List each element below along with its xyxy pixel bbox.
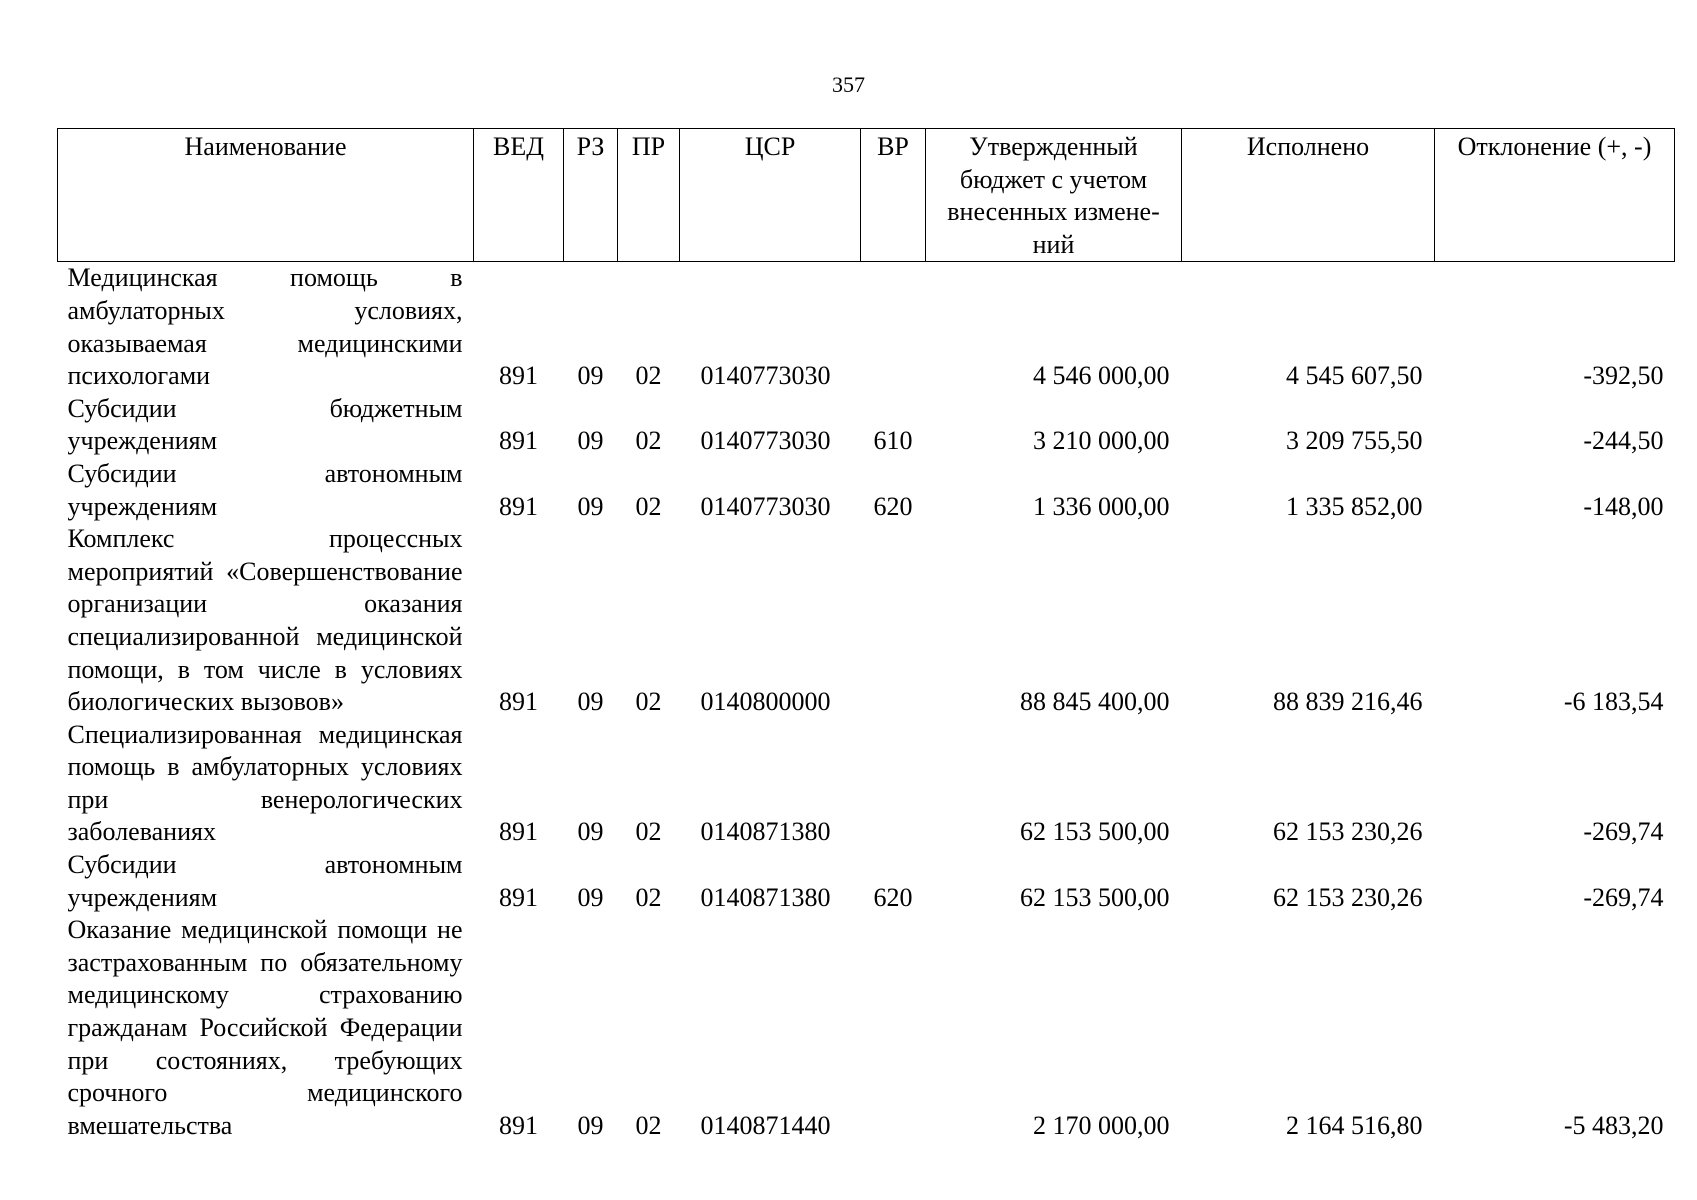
row-vr — [861, 719, 926, 849]
row-pr: 02 — [635, 882, 662, 912]
row-executed: 62 153 230,26 — [1273, 817, 1423, 847]
row-rz: 09 — [577, 1110, 604, 1140]
row-csr: 0140800000 — [700, 687, 831, 717]
row-csr: 0140871440 — [700, 1110, 831, 1140]
row-rz: 09 — [577, 361, 604, 391]
row-pr: 02 — [635, 491, 662, 521]
budget-table — [57, 128, 1675, 1142]
page-number: 357 — [832, 72, 865, 97]
row-approved: 88 845 400,00 — [1020, 687, 1170, 717]
table-row — [58, 262, 1675, 393]
row-ved: 891 — [499, 687, 538, 717]
row-csr: 0140871380 — [700, 882, 831, 912]
row-executed: 4 545 607,50 — [1286, 361, 1423, 391]
row-name: Субсидии автономным учреждениям — [67, 458, 463, 521]
row-deviation: -269,74 — [1583, 882, 1664, 912]
row-name: Комплекс процессных мероприятий «Совершенствование организации оказания специализированной медицинской помощи, в том числе в условиях биологических вызовов» — [67, 524, 463, 717]
row-csr: 0140871380 — [700, 817, 831, 847]
table-row — [58, 849, 1675, 914]
row-name: Субсидии бюджетным учреждениям — [67, 393, 463, 456]
row-approved: 1 336 000,00 — [1033, 491, 1170, 521]
row-deviation: -5 483,20 — [1563, 1110, 1664, 1140]
row-executed: 88 839 216,46 — [1273, 687, 1423, 717]
row-name: Оказание медицинской помощи не застрахованным по обязательному медицинскому страхованию гражданам Российской Федерации при состояниях, требующих срочного медицинского вмешательства — [67, 915, 463, 1140]
row-pr: 02 — [635, 1110, 662, 1140]
row-executed: 3 209 755,50 — [1286, 426, 1423, 456]
row-ved: 891 — [499, 817, 538, 847]
table-row — [58, 719, 1675, 849]
row-rz: 09 — [577, 817, 604, 847]
header-approved: Утвержденный бюджет с учетом внесенных измене-ний — [926, 129, 1182, 262]
table-row — [58, 523, 1675, 719]
row-vr — [861, 914, 926, 1142]
row-vr — [861, 523, 926, 719]
row-rz: 09 — [577, 687, 604, 717]
row-pr: 02 — [635, 361, 662, 391]
row-approved: 62 153 500,00 — [1020, 882, 1170, 912]
row-ved: 891 — [499, 426, 538, 456]
table-row — [58, 458, 1675, 523]
row-ved: 891 — [499, 491, 538, 521]
header-executed: Исполнено — [1182, 129, 1435, 262]
header-deviation: Отклонение (+, -) — [1435, 129, 1675, 262]
row-ved: 891 — [499, 1110, 538, 1140]
row-executed: 62 153 230,26 — [1273, 882, 1423, 912]
row-vr: 610 — [873, 426, 913, 456]
row-rz: 09 — [577, 491, 604, 521]
header-vr: ВР — [861, 129, 926, 262]
header-rz: РЗ — [564, 129, 618, 262]
row-csr: 0140773030 — [700, 361, 831, 391]
row-name: Специализированная медицинская помощь в амбулаторных условиях при венерологических заболеваниях — [67, 719, 463, 847]
row-name: Субсидии автономным учреждениям — [67, 850, 463, 912]
row-vr — [861, 262, 926, 393]
row-rz: 09 — [577, 882, 604, 912]
header-pr: ПР — [618, 129, 680, 262]
row-deviation: -244,50 — [1583, 426, 1664, 456]
table-row — [58, 914, 1675, 1142]
row-approved: 2 170 000,00 — [1033, 1110, 1170, 1140]
row-pr: 02 — [635, 687, 662, 717]
row-pr: 02 — [635, 426, 662, 456]
header-ved: ВЕД — [474, 129, 564, 262]
row-ved: 891 — [499, 361, 538, 391]
header-name: Наименование — [58, 129, 474, 262]
row-executed: 2 164 516,80 — [1286, 1110, 1423, 1140]
row-ved: 891 — [499, 882, 538, 912]
row-deviation: -269,74 — [1583, 817, 1664, 847]
table-header — [58, 129, 1675, 262]
table-body — [58, 262, 1675, 1143]
row-deviation: -6 183,54 — [1563, 687, 1664, 717]
row-vr: 620 — [873, 491, 913, 521]
row-pr: 02 — [635, 817, 662, 847]
row-deviation: -148,00 — [1583, 491, 1664, 521]
row-name: Медицинская помощь в амбулаторных условиях, оказываемая медицинскими психологами — [67, 263, 463, 391]
row-executed: 1 335 852,00 — [1286, 491, 1423, 521]
table-row — [58, 393, 1675, 458]
row-deviation: -392,50 — [1583, 361, 1664, 391]
row-csr: 0140773030 — [700, 491, 831, 521]
row-csr: 0140773030 — [700, 426, 831, 456]
row-approved: 4 546 000,00 — [1033, 361, 1170, 391]
row-rz: 09 — [577, 426, 604, 456]
row-approved: 3 210 000,00 — [1033, 426, 1170, 456]
row-approved: 62 153 500,00 — [1020, 817, 1170, 847]
header-csr: ЦСР — [680, 129, 861, 262]
row-vr: 620 — [873, 882, 913, 912]
header-row — [58, 129, 1675, 262]
